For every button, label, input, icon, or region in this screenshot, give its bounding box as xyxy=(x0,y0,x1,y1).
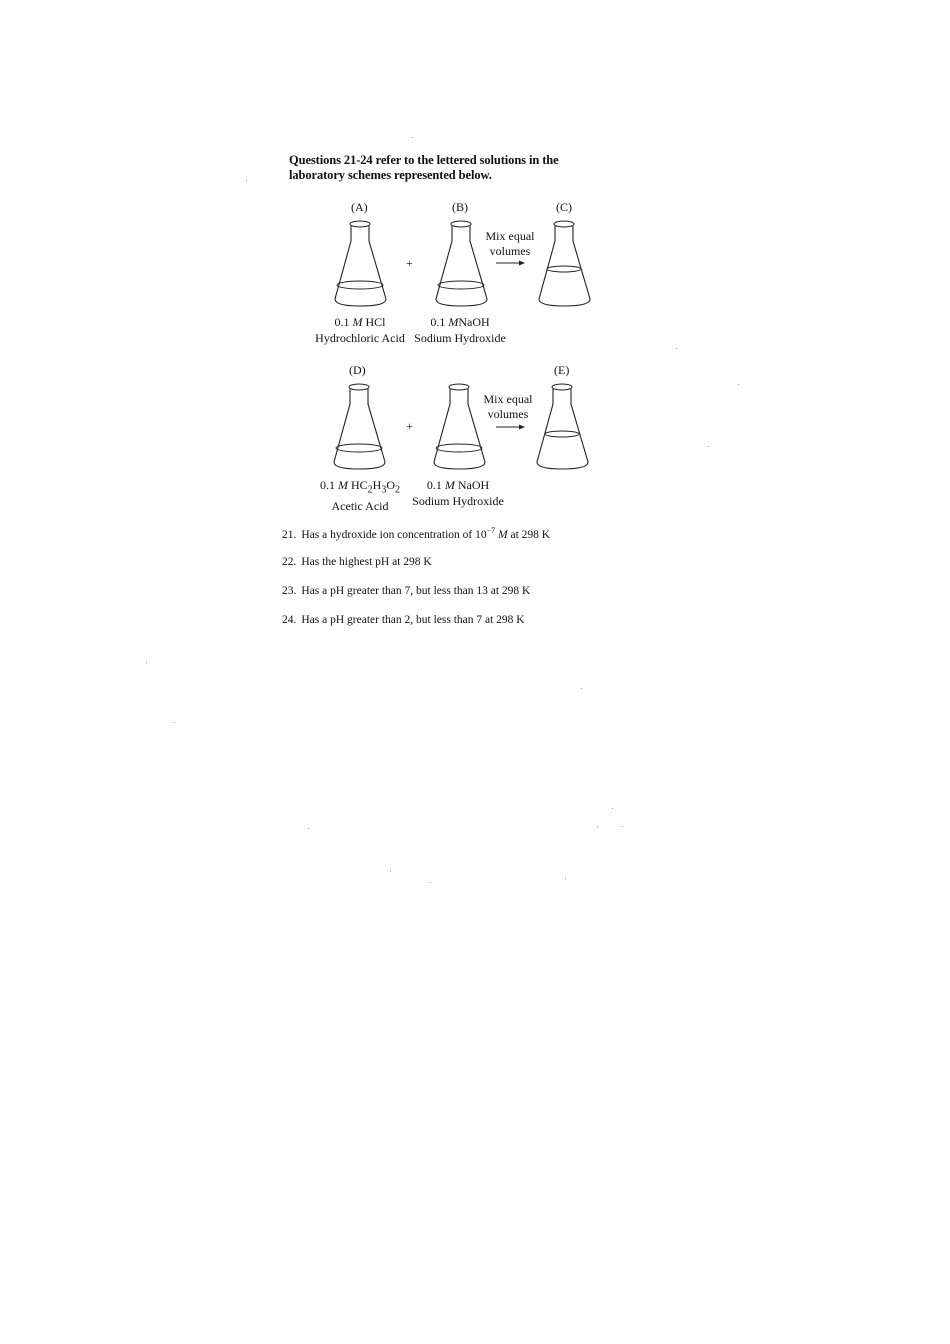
question-text: Has a pH greater than 7, but less than 13 at 298 K xyxy=(301,585,531,597)
scan-speck xyxy=(390,871,391,872)
question-number: 21. xyxy=(282,528,297,541)
flask-c-icon xyxy=(536,219,596,309)
flask-b-formula: NaOH xyxy=(458,315,490,329)
arrow-right-icon xyxy=(496,260,526,266)
flask-c-letter: (C) xyxy=(556,200,572,214)
mix-label-2-line1: Mix equal xyxy=(483,392,533,406)
scan-speck xyxy=(612,808,613,809)
flask-a-icon xyxy=(332,219,392,309)
flask-b-label xyxy=(410,314,510,346)
scan-speck xyxy=(738,384,739,385)
flask-a-unit: M xyxy=(352,315,363,329)
question-number: 24. xyxy=(282,614,297,626)
arrow-right-icon xyxy=(496,424,526,430)
plus-sign-2: + xyxy=(406,419,413,433)
question-text-end: at 298 K xyxy=(510,528,551,541)
flask-e-icon xyxy=(534,382,594,472)
flask-b2-formula: NaOH xyxy=(457,478,490,492)
scan-speck xyxy=(308,828,309,829)
flask-d-label xyxy=(305,477,415,514)
question-23 xyxy=(282,585,530,597)
unit: M xyxy=(498,528,508,541)
flask-a-formula: HCl xyxy=(365,315,386,329)
scan-speck xyxy=(597,826,598,827)
scan-speck xyxy=(581,688,582,689)
flask-d-formula: $HC_2H_3O_2$ xyxy=(350,478,400,496)
plus-sign-1: + xyxy=(406,256,413,270)
flask-b-concentration xyxy=(410,314,510,330)
flask-e-letter: (E) xyxy=(554,363,570,377)
question-22 xyxy=(282,556,432,568)
scan-speck xyxy=(622,826,623,827)
flask-d-concentration xyxy=(305,477,415,498)
flask-b2-label xyxy=(408,477,508,509)
scan-speck xyxy=(174,722,175,723)
mix-label-1-line1: Mix equal xyxy=(485,229,535,243)
flask-a-conc-value: 0.1 xyxy=(334,315,350,329)
flask-b-conc-value: 0.1 xyxy=(430,315,446,329)
scan-speck xyxy=(565,878,566,879)
question-text: Has a hydroxide ion concentration of 10 xyxy=(301,528,487,541)
flask-d-letter: (D) xyxy=(349,363,366,377)
flask-b-name: Sodium Hydroxide xyxy=(414,331,506,345)
scan-speck xyxy=(708,446,709,447)
mix-label-2 xyxy=(478,392,538,422)
flask-b2-unit: M xyxy=(444,478,455,492)
flask-a-concentration xyxy=(310,314,410,330)
question-21 xyxy=(282,526,550,541)
mix-label-1 xyxy=(480,229,540,259)
flask-d-conc-value: 0.1 xyxy=(319,478,335,492)
flask-b2-name: Sodium Hydroxide xyxy=(412,494,504,508)
flask-d-unit: M xyxy=(337,478,348,492)
flask-b-unit: M xyxy=(448,315,459,329)
question-number: 22. xyxy=(282,556,297,568)
scan-speck xyxy=(430,882,431,883)
scan-speck xyxy=(246,180,247,181)
flask-a-label xyxy=(310,314,410,346)
scan-speck xyxy=(676,348,677,349)
flask-b2-conc-value: 0.1 xyxy=(426,478,442,492)
flask-b-letter: (B) xyxy=(452,200,468,214)
question-text: Has a pH greater than 2, but less than 7 at 298 K xyxy=(301,614,525,626)
question-number: 23. xyxy=(282,585,297,597)
scan-speck xyxy=(412,137,413,138)
flask-b2-concentration xyxy=(408,477,508,493)
flask-d-name: Acetic Acid xyxy=(331,499,389,514)
scan-speck xyxy=(146,662,147,663)
flask-a-letter: (A) xyxy=(351,200,368,214)
mix-label-2-line2: volumes xyxy=(487,407,529,421)
exponent: −7 xyxy=(486,526,496,535)
question-text: Has the highest pH at 298 K xyxy=(301,556,432,568)
question-24 xyxy=(282,614,525,626)
flask-a-name: Hydrochloric Acid xyxy=(315,331,405,345)
flask-d-icon xyxy=(331,382,391,472)
intro-text: Questions 21-24 refer to the lettered solutions in the laboratory schemes represented below. xyxy=(289,153,559,182)
mix-label-1-line2: volumes xyxy=(489,244,531,258)
